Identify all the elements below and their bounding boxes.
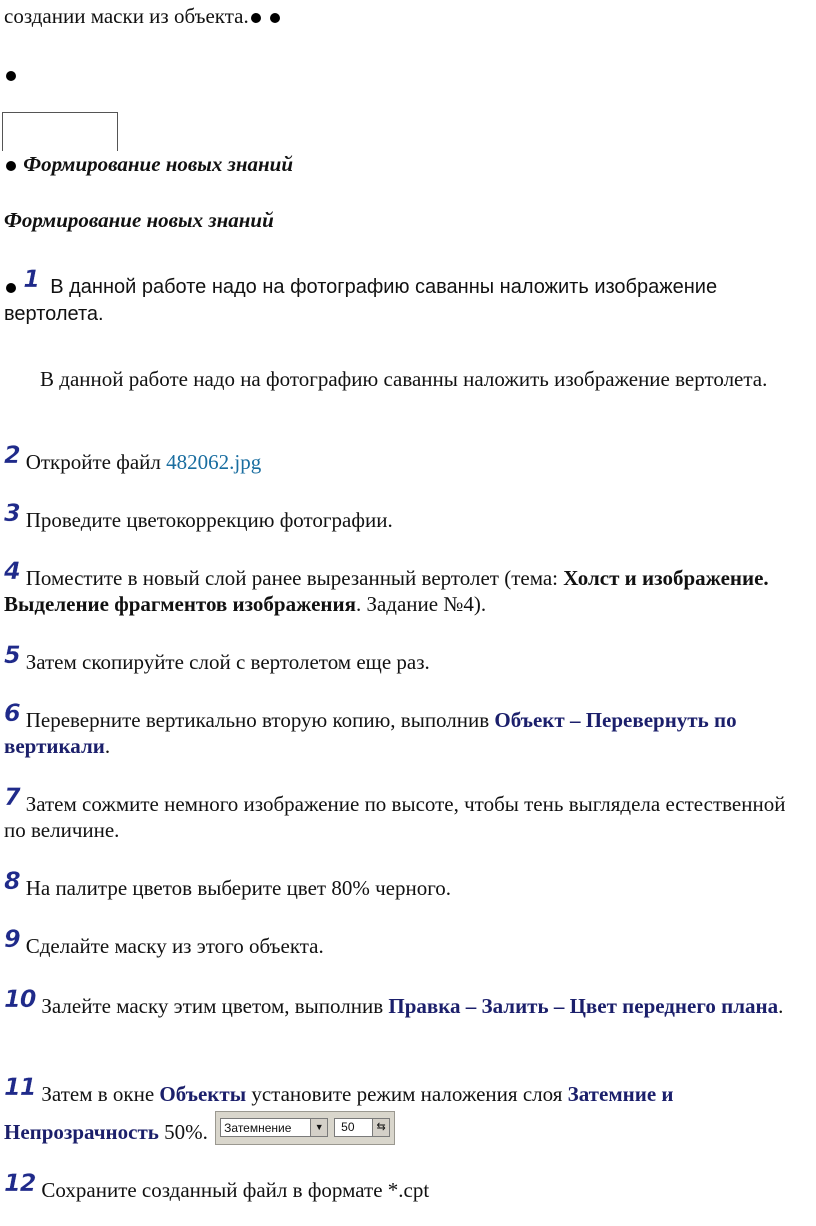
lone-bullet (4, 62, 18, 87)
opacity-input[interactable]: 50 ⇆ (334, 1118, 390, 1137)
step-number: 5 (4, 641, 20, 669)
bullet-icon (251, 13, 261, 23)
step-11: 11 Затем в окне Объекты установите режим наложения слоя Затемние и Непрозрачность 50%. Затемнение ▼ 50 ⇆ (4, 1070, 804, 1149)
step-number: 10 (4, 985, 36, 1013)
intro-paragraph: В данной работе надо на фотографию саванны наложить изображение вертолета. (40, 367, 768, 391)
step-number: 7 (4, 783, 20, 811)
step-number: 4 (4, 557, 20, 585)
blend-toolbar (215, 1111, 395, 1145)
step-number: 11 (4, 1073, 36, 1101)
bullet-icon (6, 161, 16, 171)
step-6: 6 Переверните вертикально вторую копию, выполнив Объект – Перевернуть по вертикали. (4, 699, 737, 758)
step-10: 10 Залейте маску этим цветом, выполнив Правка – Залить – Цвет переднего плана. (4, 985, 784, 1018)
bullet-icon (270, 13, 280, 23)
step-2: 2 Откройте файл 482062.jpg (4, 441, 262, 474)
step-8: 8 На палитре цветов выберите цвет 80% черного. (4, 867, 452, 900)
step-3: 3 Проведите цветокоррекцию фотографии. (4, 499, 393, 532)
step-7: 7 Затем сожмите немного изображение по высоте, чтобы тень выглядела естественной по величине. (4, 783, 786, 842)
file-link[interactable]: 482062.jpg (166, 450, 262, 474)
blend-mode-select[interactable]: Затемнение ▼ (220, 1118, 328, 1137)
step-number: 9 (4, 925, 20, 953)
menu-path: Правка – Залить – Цвет переднего плана (388, 994, 779, 1018)
step-4: 4 Поместите в новый слой ранее вырезанный вертолет (тема: Холст и изображение. Выделение фрагментов изображения. Задание №4). (4, 557, 769, 616)
step-number: 1 (23, 265, 39, 293)
menu-window-name: Объекты (159, 1082, 247, 1106)
top-line: создании маски из объекта. (4, 4, 282, 29)
bullet-icon (6, 283, 16, 293)
slider-arrow-icon[interactable]: ⇆ (372, 1119, 389, 1136)
heading: Формирование новых знаний (4, 208, 274, 232)
menu-path: Объект – Перевернуть по вертикали (4, 708, 737, 758)
step-12: 12 Сохраните созданный файл в формате *.cpt (4, 1169, 430, 1202)
step-number: 12 (4, 1169, 36, 1197)
step-number: 3 (4, 499, 20, 527)
step-number: 6 (4, 699, 20, 727)
step-number: 8 (4, 867, 20, 895)
bullet-icon (6, 71, 16, 81)
intro-bulleted: 1 В данной работе надо на фотографию саванны наложить изображение вертолета. (4, 265, 718, 325)
menu-mode-name: Затемние и Непрозрачность (4, 1082, 674, 1144)
empty-frame (2, 112, 118, 151)
step-9: 9 Сделайте маску из этого объекта. (4, 925, 324, 958)
heading-bulleted: Формирование новых знаний (4, 152, 293, 177)
chevron-down-icon[interactable]: ▼ (310, 1119, 327, 1136)
step-number: 2 (4, 441, 20, 469)
step-5: 5 Затем скопируйте слой с вертолетом еще раз. (4, 641, 430, 674)
